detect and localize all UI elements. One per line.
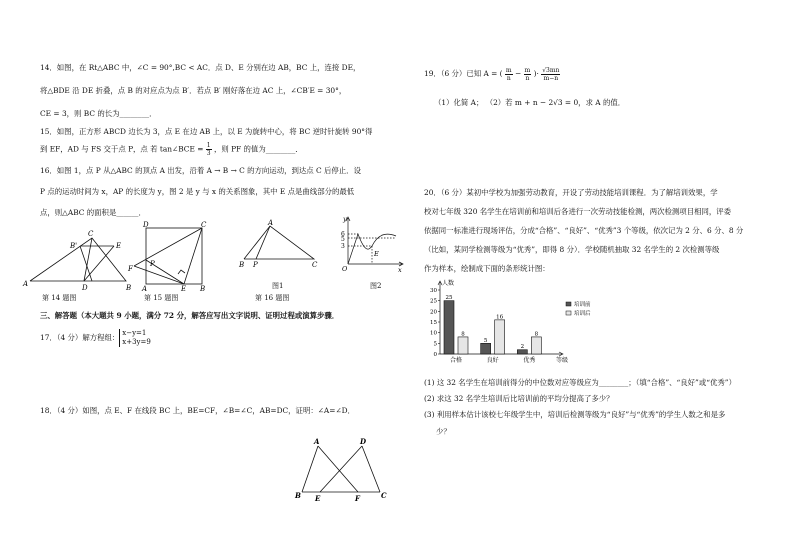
q18-line: 18．（4 分）如图，点 E、F 在线段 BC 上，BE=CF，∠B=∠C，AB=DC，证明：∠A=∠D． (40, 406, 355, 415)
figure-14 (22, 226, 134, 292)
q15-line2-a: 到 EF，AD 与 FS 交于点 P，点 若 tan∠BCE = (40, 144, 204, 154)
q20-line2: 校对七年级 320 名学生在培训前和培训后各进行一次劳动技能检测，两次检测项目相同，评委 (424, 207, 732, 216)
q19-frac1 (505, 67, 513, 82)
chart-ylabel: 人数 (442, 280, 455, 287)
fig15-label-d: D (143, 221, 149, 229)
fig16a-label-a: A (268, 219, 274, 227)
fig14-triangle (30, 238, 126, 281)
fig15-right-angle (178, 270, 185, 274)
chart-legend-swatch (566, 302, 571, 306)
fig15-segment-ef (134, 266, 184, 284)
chart-data-label: 2 (520, 344, 525, 351)
fig15-label-a: A (142, 285, 148, 292)
fig16b-label-x: x (398, 266, 402, 274)
q16-line1: 16．如图 1，点 P 从△ABC 的顶点 A 出发，沿着 A → B → C 的方向运动，到达点 C 后停止．设 (40, 166, 361, 175)
q19-frac3 (541, 67, 560, 82)
fig16a-label-c: C (312, 261, 318, 269)
fig15-label-p: P (150, 260, 155, 268)
fig18-label-b: B (295, 491, 301, 500)
q17-system (119, 329, 151, 347)
chart-data-label: 16 (496, 314, 504, 321)
figure-16-graph1 (234, 216, 324, 272)
fig18-segment-af (318, 446, 358, 492)
fig16a-label-p: P (253, 261, 258, 269)
chart-bar (481, 343, 491, 354)
q19-frac2-num: m (524, 66, 531, 74)
fig14-segment-de (80, 246, 92, 281)
fig15-label-b: B (200, 285, 206, 292)
q19-minus: − (514, 69, 522, 78)
q19-mid: )· (533, 69, 539, 78)
q20-line1: 20．（6 分）某初中学校为加强劳动教育，开设了劳动技能培训课程．为了解培训效果，学 (424, 188, 718, 197)
fig14-segment-bp (84, 238, 92, 281)
fig16b-tick-5: 5 (341, 236, 345, 243)
chart-y-tick-label: 30 (430, 288, 437, 294)
chart-category-label: 良好 (486, 357, 499, 364)
caption-16: 第 16 题图 (255, 294, 290, 302)
fig16b-tick-6: 6 (341, 231, 345, 238)
q14-line3: CE = 3，则 BC 的长为________． (40, 109, 157, 118)
figure-18 (292, 436, 388, 504)
fig15-label-f: F (128, 265, 133, 273)
q15-line1: 15．如图，正方形 ABCD 边长为 3，点 E 在边 AB 上，以 E 为旋转中心，将 BC 逆时针旋转 90°得 (40, 127, 373, 136)
fig15-label-e: E (181, 285, 187, 292)
q19-frac1-num: m (505, 66, 512, 74)
chart-bar (444, 301, 454, 354)
fig16b-label-e: E (374, 250, 379, 258)
chart-data-label: 25 (445, 295, 453, 302)
fig18-segment-ab (302, 446, 318, 492)
chart-y-tick-label: 25 (430, 298, 437, 305)
chart-legend-label: 培训前 (574, 302, 591, 308)
q19-frac3-num: √3mn (542, 66, 560, 74)
q20-line5: 作为样本，绘制成下面的条形统计图： (424, 264, 550, 273)
chart-bar (531, 337, 541, 354)
chart-data-label: 8 (461, 331, 465, 338)
figure-16-graph2 (334, 214, 406, 274)
q19-frac2 (524, 67, 532, 82)
q14-line1: 14．如图，在 Rt△ABC 中，∠C = 90°,BC < AC．点 D、E 分别在边 AB，BC 上，连接 DE， (40, 63, 361, 72)
q19-prefix: 19．（6 分）已知 A = ( (424, 69, 503, 78)
caption-15: 第 15 题图 (144, 294, 179, 302)
q20-line3: 依据同一标准进行现场评估，分成“合格”、“良好”、“优秀”3 个等级，依次记为 2 分、6 分、8 分 (424, 226, 744, 235)
q15-frac-num: 1 (206, 142, 211, 149)
q17-eq2: x+3y=9 (122, 338, 151, 346)
fig14-label-b: B (126, 284, 132, 292)
fig16b-label-o: O (342, 265, 348, 273)
fig14-label-c: C (88, 230, 94, 238)
chart-data-label: 8 (534, 331, 539, 338)
chart-category-label: 优秀 (523, 357, 536, 364)
caption-16-graph2: 图2 (370, 282, 382, 290)
figure-15 (126, 220, 208, 292)
q15-frac-den: 3 (206, 150, 211, 157)
q16-line2: P 点的运动时间为 x，AP 的长度为 y，图 2 是 y 与 x 的关系图象，其中 E 点是曲线部分的最低 (40, 187, 355, 196)
fig18-label-f: F (355, 494, 360, 503)
q19-line1 (424, 66, 560, 82)
chart-legend-swatch (566, 311, 571, 315)
q19-line2: （1）化简 A； （2）若 m + n − 2√3 = 0，求 A 的值． (434, 98, 626, 107)
q17-prefix: 17．（4 分）解方程组： (40, 333, 120, 342)
q15-line2 (40, 142, 303, 157)
fig18-label-c: C (381, 491, 387, 500)
fig14-label-a: A (23, 280, 29, 288)
q20-line4: （比如，某同学检测等级为“优秀”，即得 8 分）．学校随机抽取 32 名学生的 2 次检测等级 (424, 245, 720, 254)
q16-line3: 点，则△ABC 的面积是______． (40, 208, 146, 217)
right-column (400, 0, 794, 560)
fig14-segment-ee (84, 246, 114, 281)
q19-frac2-den: n (525, 74, 530, 82)
chart-xlabel: 等级 (556, 357, 569, 364)
fig16b-tick-3: 3 (341, 243, 345, 250)
fig18-label-e: E (315, 494, 321, 503)
fig18-label-d: D (360, 437, 367, 446)
fig14-label-bp: B' (70, 242, 78, 250)
chart-y-tick-label: 10 (430, 330, 437, 337)
fig16a-triangle (244, 226, 314, 259)
chart-y-tick-label: 20 (430, 309, 437, 316)
fig18-label-a: A (314, 437, 320, 446)
caption-16-graph1: 图1 (272, 282, 284, 290)
chart-y-tick-label: 15 (430, 320, 437, 326)
section-3-heading: 三、解答题（本大题共 9 小题，满分 72 分，解答应写出文字说明、证明过程或演算步骤． (40, 311, 340, 320)
q17-line (40, 328, 151, 348)
q14-line2: 将△BDE 沿 DE 折叠，点 B 的对应点为点 B′．若点 B′ 刚好落在边 AC 上，∠CB′E = 30°， (40, 86, 347, 95)
caption-14: 第 14 题图 (42, 294, 77, 302)
bar-chart (420, 278, 610, 370)
fig14-label-d: D (82, 284, 88, 292)
fig16a-label-b: B (239, 261, 245, 269)
chart-y-tick-label: 5 (433, 341, 437, 348)
chart-bar (517, 350, 527, 354)
chart-category-label: 合格 (449, 357, 463, 364)
fig15-label-c: C (201, 221, 207, 229)
fig15-square (146, 228, 202, 284)
chart-data-label: 5 (483, 337, 488, 344)
q15-line2-b: ，则 PF 的值为________． (213, 144, 303, 154)
q20-sub1: (1) 这 32 名学生在培训前得分的中位数对应等级应为________；（填“合格”、“良好”或“优秀”） (424, 378, 736, 387)
q19-frac3-den: m−n (543, 74, 559, 82)
q17-eq1: x−y=1 (122, 329, 147, 337)
fig16b-label-y: y (343, 215, 347, 223)
fig14-label-e: E (116, 242, 122, 250)
chart-bar (495, 320, 505, 354)
chart-y-tick-label: 0 (433, 352, 437, 358)
chart-bar (458, 337, 468, 354)
fig16a-segment-ap (256, 226, 270, 259)
fig18-segment-dc (362, 446, 380, 492)
q20-sub3a: (3) 利用样本估计该校七年级学生中，培训后检测等级为“良好”与“优秀”的学生人数之和是多 (424, 410, 726, 419)
q15-fraction (206, 142, 212, 157)
chart-legend-label: 培训后 (574, 311, 591, 317)
q20-sub3b: 少？ (436, 427, 451, 436)
q19-frac1-den: n (506, 74, 511, 82)
q20-sub2: (2) 求这 32 名学生培训后比培训前的平均分提高了多少？ (424, 394, 614, 403)
fig18-segment-de (320, 446, 362, 492)
